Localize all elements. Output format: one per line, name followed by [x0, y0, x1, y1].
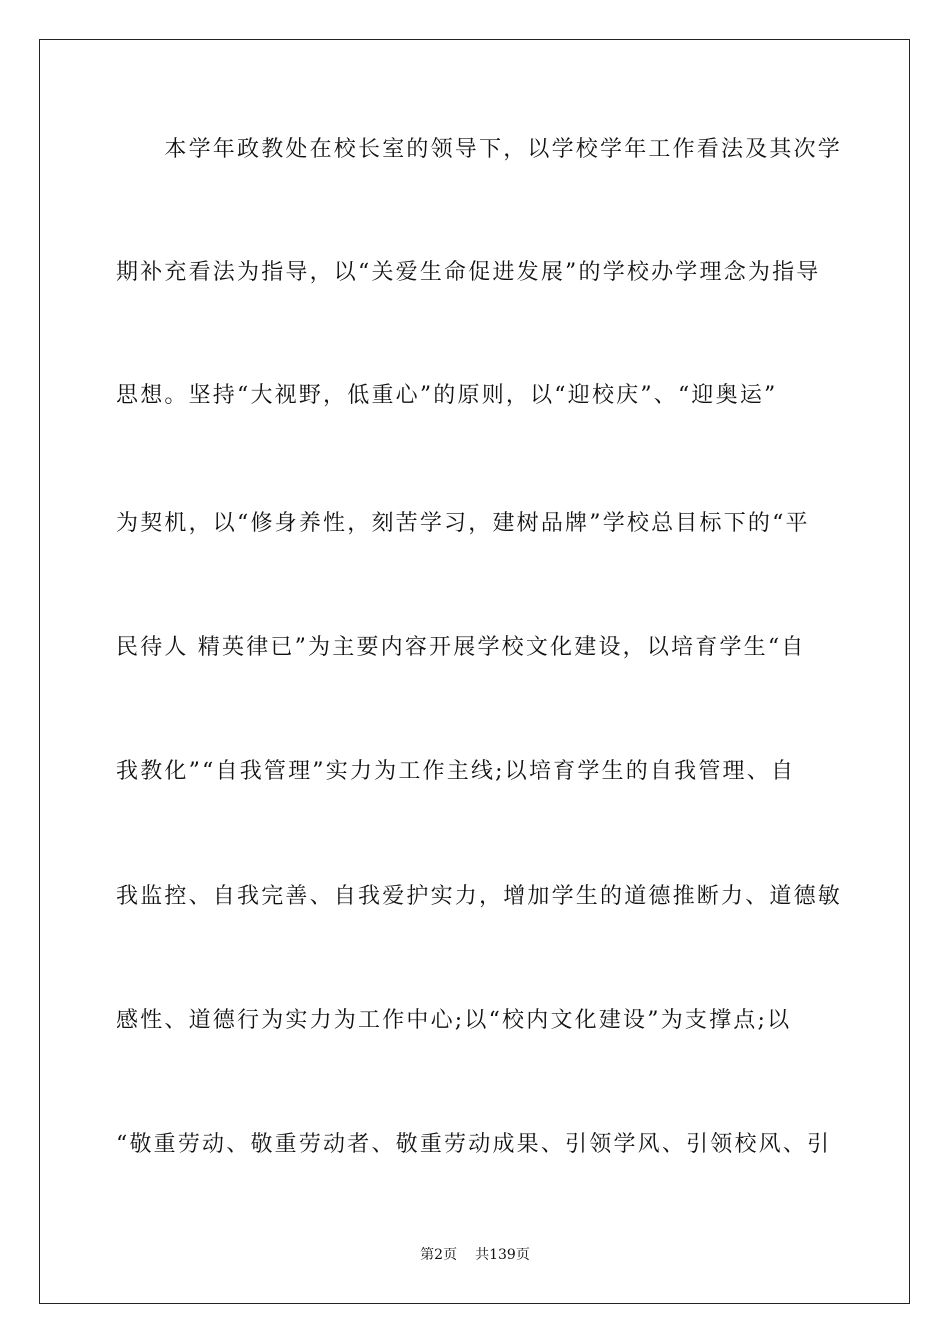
text-line-4: 为契机，以“修身养性，刻苦学习，建树品牌”学校总目标下的“平 [116, 511, 810, 536]
text-line-7: 我监控、自我完善、自我爱护实力，增加学生的道德推断力、道德敏 [116, 884, 843, 909]
text-line-5: 民待人 精英律已”为主要内容开展学校文化建设，以培育学生“自 [116, 635, 806, 660]
page-border [39, 39, 910, 1304]
page-number: 第2页 [420, 1247, 458, 1263]
text-line-9: “敬重劳动、敬重劳动者、敬重劳动成果、引领学风、引领校风、引 [116, 1132, 832, 1157]
text-line-8: 感性、道德行为实力为工作中心;以“校内文化建设”为支撑点;以 [116, 1008, 792, 1033]
text-line-3: 思想。坚持“大视野，低重心”的原则，以“迎校庆”、“迎奥运” [116, 383, 778, 408]
page-footer [0, 1245, 950, 1265]
text-line-1: 本学年政教处在校长室的领导下，以学校学年工作看法及其次学 [116, 137, 843, 162]
text-line-2: 期补充看法为指导，以“关爱生命促进发展”的学校办学理念为指导 [116, 260, 821, 285]
text-line-6: 我教化”“自我管理”实力为工作主线;以培育学生的自我管理、自 [116, 759, 796, 784]
page-total: 共139页 [475, 1247, 530, 1263]
